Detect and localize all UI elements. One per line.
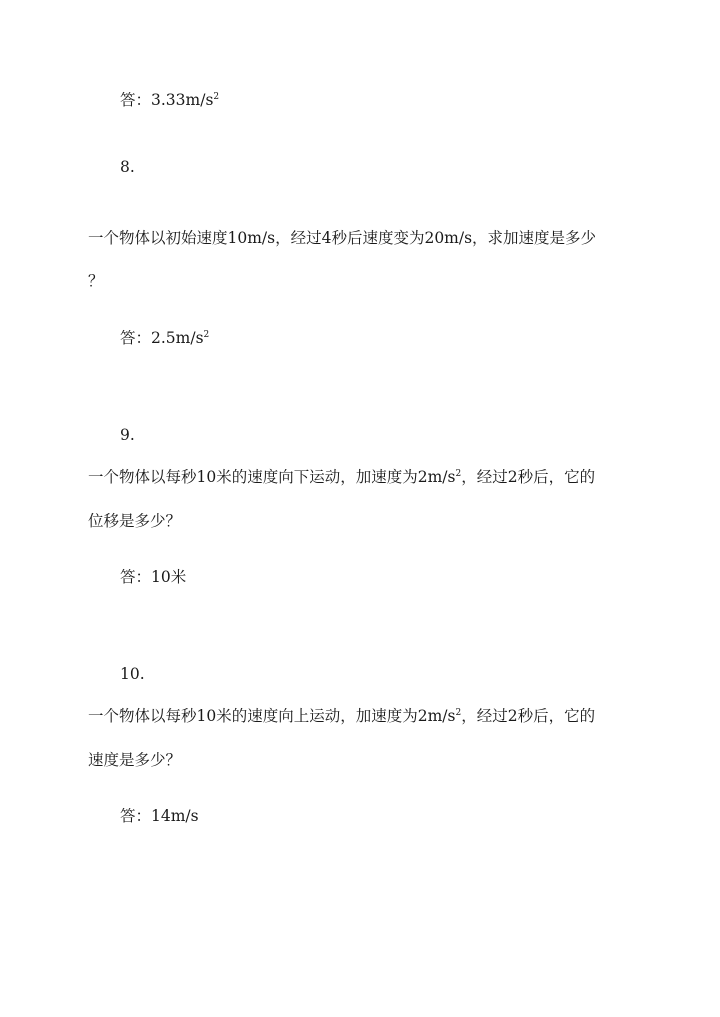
answer-label: 答： <box>120 568 152 586</box>
superscript: 2 <box>213 91 220 102</box>
answer-label: 答： <box>120 91 152 109</box>
question-9-text-line2: 位移是多少？ <box>88 512 182 530</box>
answer-prev <box>120 90 219 110</box>
answer-label: 答： <box>120 329 152 347</box>
question-8-text-line2: ？ <box>88 272 104 290</box>
superscript: 2 <box>203 329 210 340</box>
question-9-text-a: 一个物体以每秒10米的速度向下运动，加速度为2m/s <box>88 468 456 486</box>
question-9-text-b: ，经过2秒后，它的 <box>461 468 596 486</box>
superscript: 2 <box>455 468 462 479</box>
question-number-9: 9. <box>120 426 135 444</box>
question-10-text-b: ，经过2秒后，它的 <box>461 707 596 725</box>
answer-value: 10米 <box>151 568 187 586</box>
question-10-text-a: 一个物体以每秒10米的速度向上运动，加速度为2m/s <box>88 707 456 725</box>
answer-value: 2.5m/s <box>151 329 204 347</box>
question-number-8: 8. <box>120 158 135 176</box>
answer-10 <box>120 806 199 826</box>
question-10-text-line2: 速度是多少？ <box>88 751 182 769</box>
answer-9 <box>120 567 186 587</box>
answer-value: 14m/s <box>151 807 199 825</box>
answer-8 <box>120 328 209 348</box>
answer-value: 3.33m/s <box>151 91 214 109</box>
question-9-text-line1 <box>88 467 595 487</box>
superscript: 2 <box>455 707 462 718</box>
question-8-text-line1: 一个物体以初始速度10m/s，经过4秒后速度变为20m/s，求加速度是多少 <box>88 229 597 247</box>
question-10-text-line1 <box>88 706 595 726</box>
answer-label: 答： <box>120 807 152 825</box>
question-number-10: 10. <box>120 665 145 683</box>
